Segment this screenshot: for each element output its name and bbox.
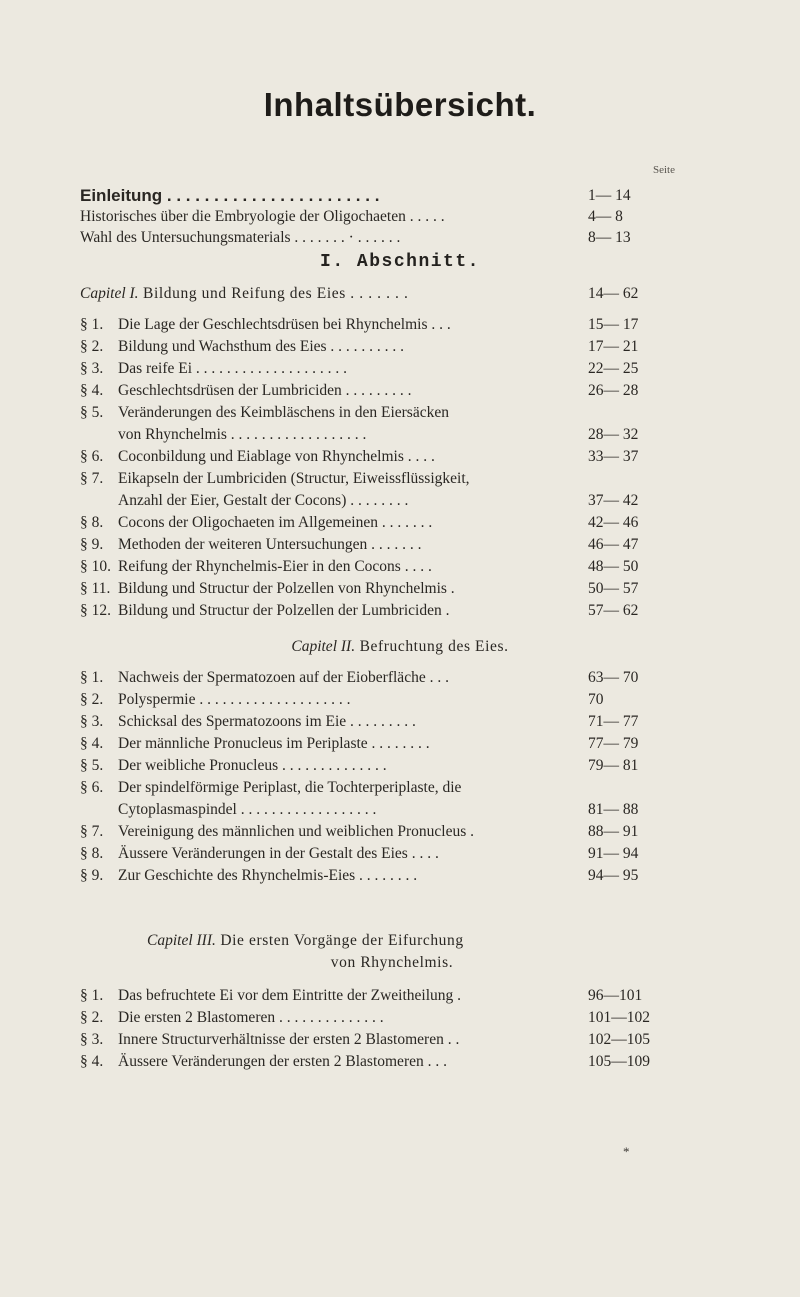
section-number: § 5. xyxy=(80,757,104,774)
section-title: Nachweis der Spermatozoen auf der Eioberfläche . . . xyxy=(118,669,449,686)
section-number: § 7. xyxy=(80,823,104,840)
chapter-label: Capitel I. xyxy=(80,285,139,302)
toc-section-entry xyxy=(0,821,800,843)
section-title: Schicksal des Spermatozoons im Eie . . . . . . . . . xyxy=(118,713,416,730)
section-number: § 7. xyxy=(80,470,104,487)
toc-entry-pages: 8— 13 xyxy=(588,229,631,246)
section-number: § 1. xyxy=(80,316,104,333)
chapter-heading-3 xyxy=(0,930,800,952)
section-pages: 71— 77 xyxy=(588,713,639,730)
toc-section-entry xyxy=(0,755,800,777)
toc-entry-einleitung xyxy=(0,185,800,207)
section-pages: 102—105 xyxy=(588,1031,650,1048)
section-number: § 3. xyxy=(80,1031,104,1048)
toc-section-entry xyxy=(0,689,800,711)
section-pages: 91— 94 xyxy=(588,845,639,862)
section-title: von Rhynchelmis . . . . . . . . . . . . . . . . . . xyxy=(118,426,367,443)
chapter-pages: 14— 62 xyxy=(588,285,639,302)
section-number: § 3. xyxy=(80,713,104,730)
chapter-title: Befruchtung des Eies. xyxy=(359,638,509,655)
toc-entry-pages: 4— 8 xyxy=(588,208,623,225)
section-title: Bildung und Wachsthum des Eies . . . . . . . . . . xyxy=(118,338,405,355)
section-pages: 88— 91 xyxy=(588,823,639,840)
section-number: § 9. xyxy=(80,867,104,884)
section-title: Die ersten 2 Blastomeren . . . . . . . . . . . . . . xyxy=(118,1009,384,1026)
section-number: § 2. xyxy=(80,1009,104,1026)
toc-section-entry xyxy=(0,402,800,424)
toc-section-entry xyxy=(0,985,800,1007)
section-title: Methoden der weiteren Untersuchungen . . . . . . . xyxy=(118,536,422,553)
section-pages: 81— 88 xyxy=(588,801,639,818)
toc-section-entry xyxy=(0,777,800,799)
section-pages: 79— 81 xyxy=(588,757,639,774)
section-title: Das reife Ei . . . . . . . . . . . . . . . . . . . . xyxy=(118,360,348,377)
section-title: Der spindelförmige Periplast, die Tochterperiplaste, die xyxy=(118,779,462,796)
toc-section-entry xyxy=(0,314,800,336)
section-heading-abschnitt: I. Abschnitt. xyxy=(320,252,480,272)
toc-entry-text: Wahl des Untersuchungsmaterials . . . . . . . · . . . . . . xyxy=(80,229,401,246)
section-pages: 17— 21 xyxy=(588,338,639,355)
page-title: Inhaltsübersicht. xyxy=(263,86,537,123)
toc-entry-text: Historisches über die Embryologie der Oligochaeten . . . . . xyxy=(80,208,445,225)
section-title: Der männliche Pronucleus im Periplaste . . . . . . . . xyxy=(118,735,430,752)
section-pages: 70 xyxy=(588,691,604,708)
toc-section-entry xyxy=(0,556,800,578)
section-number: § 4. xyxy=(80,382,104,399)
toc-section-entry xyxy=(0,424,800,446)
toc-section-entry xyxy=(0,534,800,556)
section-title: Bildung und Structur der Polzellen der Lumbriciden . xyxy=(118,602,450,619)
section-pages: 48— 50 xyxy=(588,558,639,575)
toc-section-entry xyxy=(0,799,800,821)
section-number: § 10. xyxy=(80,558,111,575)
section-number: § 4. xyxy=(80,1053,104,1070)
toc-section-entry xyxy=(0,446,800,468)
section-pages: 26— 28 xyxy=(588,382,639,399)
chapter-title: Bildung und Reifung des Eies . . . . . . . xyxy=(143,285,409,302)
section-pages: 37— 42 xyxy=(588,492,639,509)
section-pages: 42— 46 xyxy=(588,514,639,531)
toc-section-entry xyxy=(0,490,800,512)
section-title: Polyspermie . . . . . . . . . . . . . . . . . . . . xyxy=(118,691,351,708)
section-number: § 11. xyxy=(80,580,111,597)
section-pages: 50— 57 xyxy=(588,580,639,597)
section-number: § 6. xyxy=(80,779,104,796)
chapter-heading-2 xyxy=(0,636,800,658)
section-pages: 101—102 xyxy=(588,1009,650,1026)
toc-section-entry xyxy=(0,711,800,733)
section-pages: 57— 62 xyxy=(588,602,639,619)
toc-section-entry xyxy=(0,512,800,534)
section-pages: 77— 79 xyxy=(588,735,639,752)
section-number: § 12. xyxy=(80,602,111,619)
section-pages: 96—101 xyxy=(588,987,643,1004)
section-number: § 8. xyxy=(80,514,104,531)
toc-section-entry xyxy=(0,865,800,887)
section-number: § 8. xyxy=(80,845,104,862)
section-title: Zur Geschichte des Rhynchelmis-Eies . . . . . . . . xyxy=(118,867,418,884)
section-pages: 105—109 xyxy=(588,1053,650,1070)
section-pages: 15— 17 xyxy=(588,316,639,333)
toc-section-entry xyxy=(0,578,800,600)
toc-section-entry xyxy=(0,1051,800,1073)
toc-entry-historisches xyxy=(0,206,800,228)
section-title: Die Lage der Geschlechtsdrüsen bei Rhynchelmis . . . xyxy=(118,316,451,333)
chapter-label: Capitel III. xyxy=(147,932,216,949)
section-number: § 4. xyxy=(80,735,104,752)
section-title: Coconbildung und Eiablage von Rhynchelmis . . . . xyxy=(118,448,435,465)
footer-signature-mark: * xyxy=(623,1144,630,1159)
section-title: Anzahl der Eier, Gestalt der Cocons) . . . . . . . . xyxy=(118,492,409,509)
section-number: § 1. xyxy=(80,669,104,686)
toc-section-entry xyxy=(0,380,800,402)
toc-section-entry xyxy=(0,336,800,358)
section-pages: 46— 47 xyxy=(588,536,639,553)
toc-section-entry xyxy=(0,358,800,380)
section-pages: 33— 37 xyxy=(588,448,639,465)
chapter-title: Die ersten Vorgänge der Eifurchung xyxy=(220,932,464,949)
page-column-header: Seite xyxy=(653,164,675,176)
chapter-title-continued: von Rhynchelmis. xyxy=(330,954,454,971)
section-number: § 9. xyxy=(80,536,104,553)
section-title: Vereinigung des männlichen und weiblichen Pronucleus . xyxy=(118,823,474,840)
section-title: Reifung der Rhynchelmis-Eier in den Cocons . . . . xyxy=(118,558,432,575)
section-title: Eikapseln der Lumbriciden (Structur, Eiweissflüssigkeit, xyxy=(118,470,470,487)
toc-section-entry xyxy=(0,667,800,689)
section-pages: 63— 70 xyxy=(588,669,639,686)
chapter-label: Capitel II. xyxy=(291,638,356,655)
section-number: § 1. xyxy=(80,987,104,1004)
toc-section-entry xyxy=(0,843,800,865)
toc-section-entry xyxy=(0,733,800,755)
section-title: Das befruchtete Ei vor dem Eintritte der Zweitheilung . xyxy=(118,987,462,1004)
section-title: Innere Structurverhältnisse der ersten 2 Blastomeren . . xyxy=(118,1031,460,1048)
section-title: Äussere Veränderungen in der Gestalt des Eies . . . . xyxy=(118,845,439,862)
section-pages: 94— 95 xyxy=(588,867,639,884)
chapter-heading-1 xyxy=(0,283,800,305)
section-number: § 5. xyxy=(80,404,104,421)
toc-entry-wahl xyxy=(0,227,800,249)
section-title: Geschlechtsdrüsen der Lumbriciden . . . . . . . . . xyxy=(118,382,412,399)
toc-section-entry xyxy=(0,600,800,622)
section-number: § 3. xyxy=(80,360,104,377)
toc-section-entry xyxy=(0,1029,800,1051)
toc-entry-pages: 1— 14 xyxy=(588,187,631,204)
section-title: Cytoplasmaspindel . . . . . . . . . . . . . . . . . . xyxy=(118,801,377,818)
section-pages: 22— 25 xyxy=(588,360,639,377)
section-number: § 6. xyxy=(80,448,104,465)
section-title: Bildung und Structur der Polzellen von Rhynchelmis . xyxy=(118,580,455,597)
section-title: Cocons der Oligochaeten im Allgemeinen . . . . . . . xyxy=(118,514,433,531)
section-number: § 2. xyxy=(80,338,104,355)
section-title: Der weibliche Pronucleus . . . . . . . . . . . . . . xyxy=(118,757,387,774)
section-pages: 28— 32 xyxy=(588,426,639,443)
section-title: Veränderungen des Keimbläschens in den Eiersäcken xyxy=(118,404,449,421)
toc-section-entry xyxy=(0,1007,800,1029)
chapter-heading-3-line2 xyxy=(0,952,792,974)
section-title: Äussere Veränderungen der ersten 2 Blastomeren . . . xyxy=(118,1053,447,1070)
section-number: § 2. xyxy=(80,691,104,708)
toc-entry-text: Einleitung . . . . . . . . . . . . . . . . . . . . . . . xyxy=(80,186,380,205)
toc-section-entry xyxy=(0,468,800,490)
